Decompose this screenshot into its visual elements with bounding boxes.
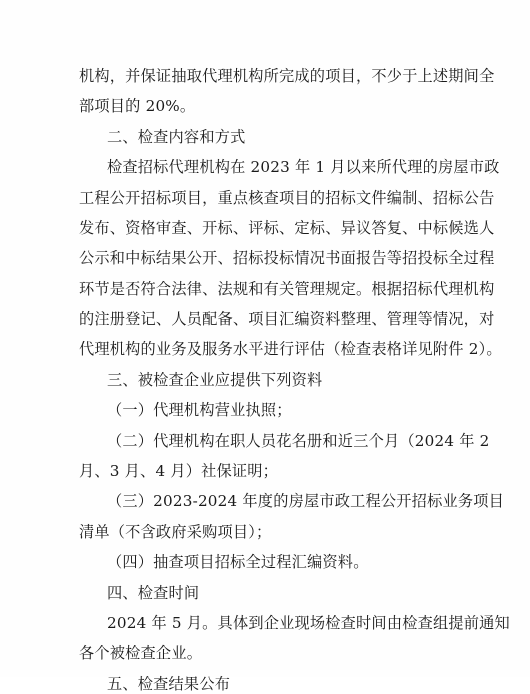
paragraph-line: 检查招标代理机构在 2023 年 1 月以来所代理的房屋市政 [107,158,500,176]
paragraph-line: 机构，并保证抽取代理机构所完成的项目，不少于上述期间全 [79,67,495,85]
paragraph-line: 环节是否符合法律、法规和有关管理规定。根据招标代理机构 [79,280,495,298]
list-item: （一）代理机构营业执照； [107,401,292,419]
list-item: （四）抽查项目招标全过程汇编资料。 [107,553,369,571]
list-item: （三）2023-2024 年度的房屋市政工程公开招标业务项目 [107,492,505,510]
paragraph-line: 代理机构的业务及服务水平进行评估（检查表格详见附件 2）。 [79,340,502,358]
paragraph-line: 2024 年 5 月。具体到企业现场检查时间由检查组提前通知 [107,614,510,632]
section-heading: 四、检查时间 [107,584,200,602]
section-heading: 三、被检查企业应提供下列资料 [107,371,323,389]
paragraph-line: 发布、资格审查、开标、评标、定标、异议答复、中标候选人 [79,219,495,237]
paragraph-line: 部项目的 20%。 [79,97,196,115]
paragraph-line: 公示和中标结果公开、招标投标情况书面报告等招投标全过程 [79,249,495,267]
section-heading: 二、检查内容和方式 [107,128,246,146]
list-item: （二）代理机构在职人员花名册和近三个月（2024 年 2 [107,432,490,450]
list-item-continuation: 清单（不含政府采购项目）； [79,523,272,541]
paragraph-line: 各个被检查企业。 [79,644,203,662]
paragraph-line: 工程公开招标项目，重点核查项目的招标文件编制、招标公告 [79,189,495,207]
paragraph-line: 的注册登记、人员配备、项目汇编资料整理、管理等情况，对 [79,310,495,328]
list-item-continuation: 月、3 月、4 月）社保证明； [79,462,279,480]
section-heading: 五、检查结果公布 [107,675,231,693]
